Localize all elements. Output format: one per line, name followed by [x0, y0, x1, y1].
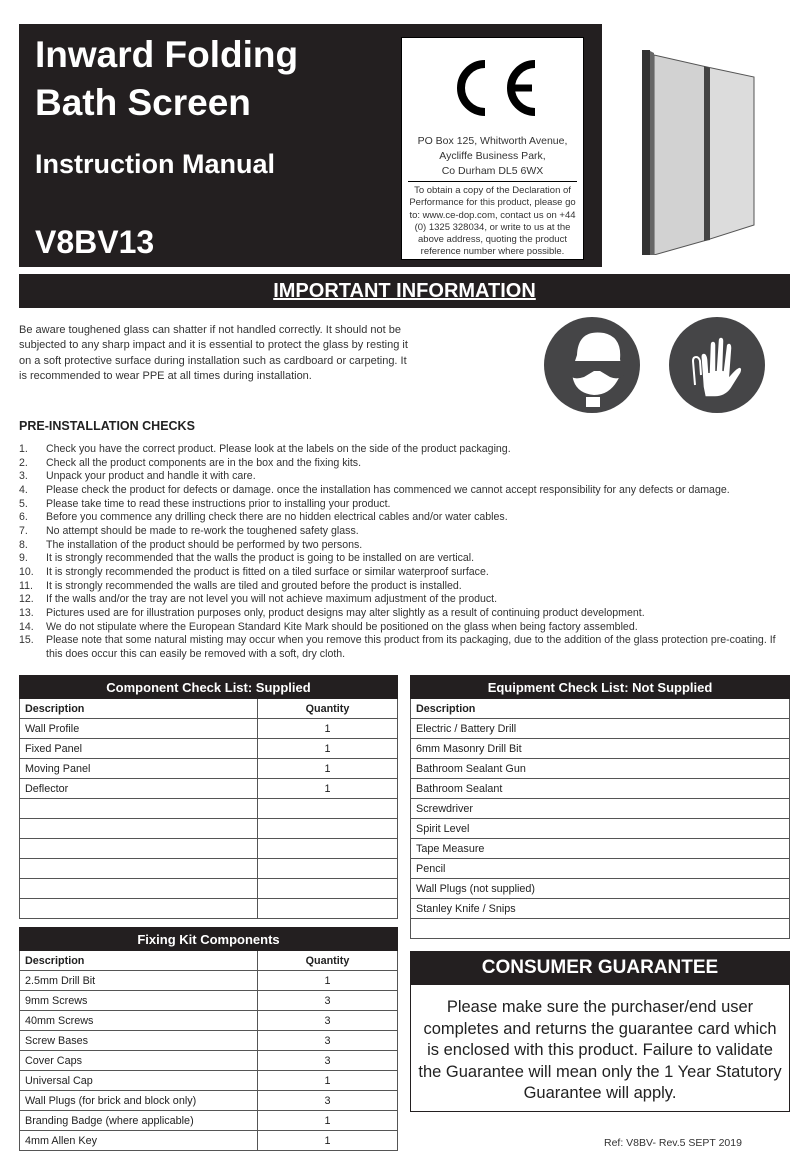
important-information-heading: IMPORTANT INFORMATION: [19, 274, 790, 308]
fixing-table-caption: Fixing Kit Components: [20, 928, 398, 951]
guarantee-box: [410, 984, 790, 1112]
column-header-description: Description: [411, 699, 790, 719]
check-item: [19, 634, 789, 661]
item-description: Universal Cap: [20, 1071, 258, 1091]
item-description: [20, 799, 258, 819]
check-item: [19, 525, 789, 539]
item-description: Fixed Panel: [20, 739, 258, 759]
table-row: [20, 819, 398, 839]
check-number: 6.: [19, 511, 28, 524]
item-quantity: 3: [258, 1031, 398, 1051]
table-row: [20, 1051, 398, 1071]
item-quantity: [258, 859, 398, 879]
table-row: [20, 839, 398, 859]
item-quantity: [258, 799, 398, 819]
table-row: [20, 1091, 398, 1111]
check-text: Please take time to read these instructions prior to installing your product.: [46, 497, 391, 510]
check-number: 8.: [19, 538, 28, 551]
table-row: [411, 779, 790, 799]
item-quantity: 1: [258, 1131, 398, 1151]
check-text: Check you have the correct product. Please look at the labels on the side of the product packaging.: [46, 443, 511, 455]
table-row: [411, 819, 790, 839]
table-row: [20, 1071, 398, 1091]
table-row: [20, 1011, 398, 1031]
consumer-guarantee-heading: CONSUMER GUARANTEE: [410, 951, 790, 984]
check-text: It is strongly recommended that the walls the product is going to be installed on are vertical.: [46, 552, 475, 565]
item-description: Screwdriver: [411, 799, 790, 819]
item-quantity: [258, 819, 398, 839]
address-line: PO Box 125, Whitworth Avenue,: [417, 135, 568, 147]
pre-installation-list: [19, 443, 789, 662]
declaration-text: To obtain a copy of the Declaration of Performance for this product, please go to: www.ce-dop.com, contact us on +44 (0) 1325 328034, or write to us at the above address, quoting the product reference number where possible.: [409, 185, 576, 258]
fixing-kit-table: [19, 927, 398, 1151]
check-item: [19, 621, 789, 635]
column-header-description: Description: [20, 951, 258, 971]
check-number: 9.: [19, 552, 28, 565]
item-quantity: 1: [258, 739, 398, 759]
check-number: 13.: [19, 606, 34, 619]
bath-screen-illustration: [632, 45, 792, 255]
column-header-quantity: Quantity: [258, 699, 398, 719]
item-quantity: 3: [258, 1011, 398, 1031]
item-description: Wall Plugs (for brick and block only): [20, 1091, 258, 1111]
divider: [408, 181, 577, 182]
title-line-1: Inward Folding: [35, 34, 299, 75]
item-description: 6mm Masonry Drill Bit: [411, 739, 790, 759]
check-text: Please note that some natural misting may occur when you remove this product from its packaging, due to the addition of the glass protection pre-coating. If this does occur this can easily be removed with a soft, dry cloth.: [46, 634, 776, 660]
company-address: [406, 134, 579, 179]
table-row: [411, 859, 790, 879]
check-text: It is strongly recommended the walls are tiled and grouted before the product is installed.: [46, 579, 462, 592]
equipment-check-table: [410, 675, 790, 939]
table-row: [20, 971, 398, 991]
table-row: [20, 1111, 398, 1131]
item-description: Moving Panel: [20, 759, 258, 779]
pre-installation-heading: PRE-INSTALLATION CHECKS: [19, 419, 195, 433]
ce-mark-icon: [402, 38, 583, 130]
check-text: Please check the product for defects or damage. once the installation has commenced we cannot accept responsibility for any defects or damage.: [46, 483, 730, 496]
item-quantity: [258, 839, 398, 859]
check-text: Pictures used are for illustration purposes only, product designs may alter slightly as a result of continuing product development.: [46, 606, 645, 619]
table-row: [411, 919, 790, 939]
item-description: 9mm Screws: [20, 991, 258, 1011]
item-description: 4mm Allen Key: [20, 1131, 258, 1151]
ppe-icons: [542, 315, 782, 415]
protective-gloves-icon: [669, 317, 765, 413]
table-row: [20, 779, 398, 799]
table-row: [411, 879, 790, 899]
check-number: 1.: [19, 443, 28, 455]
table-row: [20, 879, 398, 899]
guarantee-text: Please make sure the purchaser/end user completes and returns the guarantee card which is enclosed with this product. Failure to validate the Guarantee will mean only the 1 Year Statutory Guarantee will apply.: [418, 998, 782, 1102]
check-text: Check all the product components are in the box and the fixing kits.: [46, 456, 362, 469]
check-number: 3.: [19, 470, 28, 483]
item-description: 2.5mm Drill Bit: [20, 971, 258, 991]
table-row: [20, 859, 398, 879]
address-line: Aycliffe Business Park,: [439, 150, 546, 162]
check-item: [19, 607, 789, 621]
component-check-table: [19, 675, 398, 919]
check-number: 4.: [19, 483, 28, 496]
item-description: Bathroom Sealant Gun: [411, 759, 790, 779]
check-text: Unpack your product and handle it with care.: [46, 470, 256, 483]
check-item: [19, 593, 789, 607]
check-item: [19, 580, 789, 594]
table-row: [411, 799, 790, 819]
check-number: 2.: [19, 456, 28, 469]
check-number: 7.: [19, 524, 28, 537]
item-description: Bathroom Sealant: [411, 779, 790, 799]
check-text: The installation of the product should be performed by two persons.: [46, 538, 363, 551]
item-description: [20, 879, 258, 899]
manual-subtitle: Instruction Manual: [35, 149, 276, 179]
item-description: 40mm Screws: [20, 1011, 258, 1031]
check-item: [19, 470, 789, 484]
table-row: [411, 759, 790, 779]
model-number: V8BV13: [35, 224, 155, 260]
check-text: Before you commence any drilling check there are no hidden electrical cables and/or water cables.: [46, 511, 508, 524]
address-line: Co Durham DL5 6WX: [441, 165, 544, 177]
title-line-2: Bath Screen: [35, 82, 251, 123]
item-quantity: 1: [258, 759, 398, 779]
item-quantity: 1: [258, 719, 398, 739]
check-item: [19, 552, 789, 566]
check-item: [19, 511, 789, 525]
check-number: 5.: [19, 497, 28, 510]
item-description: Screw Bases: [20, 1031, 258, 1051]
equipment-table-caption: Equipment Check List: Not Supplied: [411, 676, 790, 699]
item-quantity: [258, 899, 398, 919]
safety-goggles-icon: [544, 317, 640, 413]
check-number: 14.: [19, 620, 34, 633]
item-description: Tape Measure: [411, 839, 790, 859]
item-description: Wall Plugs (not supplied): [411, 879, 790, 899]
item-description: [20, 819, 258, 839]
table-row: [20, 899, 398, 919]
check-number: 11.: [19, 579, 33, 592]
table-row: [411, 839, 790, 859]
check-item: [19, 498, 789, 512]
item-description: Electric / Battery Drill: [411, 719, 790, 739]
item-description: Branding Badge (where applicable): [20, 1111, 258, 1131]
item-description: Deflector: [20, 779, 258, 799]
item-quantity: 3: [258, 1091, 398, 1111]
table-row: [20, 759, 398, 779]
check-number: 12.: [19, 593, 34, 606]
table-row: [411, 719, 790, 739]
check-item: [19, 539, 789, 553]
column-header-quantity: Quantity: [258, 951, 398, 971]
check-text: We do not stipulate where the European Standard Kite Mark should be positioned on the glass when being factory assembled.: [46, 620, 638, 633]
item-quantity: 1: [258, 1071, 398, 1091]
item-description: Cover Caps: [20, 1051, 258, 1071]
ce-declaration-box: [401, 37, 584, 260]
table-row: [20, 991, 398, 1011]
table-row: [20, 739, 398, 759]
check-text: If the walls and/or the tray are not level you will not achieve maximum adjustment of the product.: [46, 593, 498, 606]
item-quantity: 1: [258, 1111, 398, 1131]
item-quantity: 1: [258, 779, 398, 799]
check-item: [19, 443, 789, 457]
check-number: 15.: [19, 634, 34, 647]
column-header-description: Description: [20, 699, 258, 719]
check-item: [19, 457, 789, 471]
table-row: [20, 719, 398, 739]
item-quantity: 3: [258, 1051, 398, 1071]
item-description: [20, 839, 258, 859]
check-text: It is strongly recommended the product is fitted on a tiled surface or similar waterproof surface.: [46, 565, 489, 578]
component-table-caption: Component Check List: Supplied: [20, 676, 398, 699]
check-number: 10.: [19, 565, 34, 578]
check-text: No attempt should be made to re-work the toughened safety glass.: [46, 524, 359, 537]
item-quantity: 3: [258, 991, 398, 1011]
item-quantity: 1: [258, 971, 398, 991]
item-description: Spirit Level: [411, 819, 790, 839]
glass-safety-text: Be aware toughened glass can shatter if not handled correctly. It should not be subjected to any sharp impact and it is essential to protect the glass by resting it on a soft protective surface during installation such as cardboard or carpeting. It is recommended to wear PPE at all times during installation.: [19, 324, 408, 383]
item-description: [20, 859, 258, 879]
item-description: Pencil: [411, 859, 790, 879]
table-row: [20, 1031, 398, 1051]
item-quantity: [258, 879, 398, 899]
table-row: [411, 899, 790, 919]
item-description: [411, 919, 790, 939]
item-description: [20, 899, 258, 919]
table-row: [20, 1131, 398, 1151]
document-reference: Ref: V8BV- Rev.5 SEPT 2019: [604, 1137, 742, 1149]
check-item: [19, 566, 789, 580]
table-row: [411, 739, 790, 759]
table-row: [20, 799, 398, 819]
check-item: [19, 484, 789, 498]
item-description: Wall Profile: [20, 719, 258, 739]
item-description: Stanley Knife / Snips: [411, 899, 790, 919]
